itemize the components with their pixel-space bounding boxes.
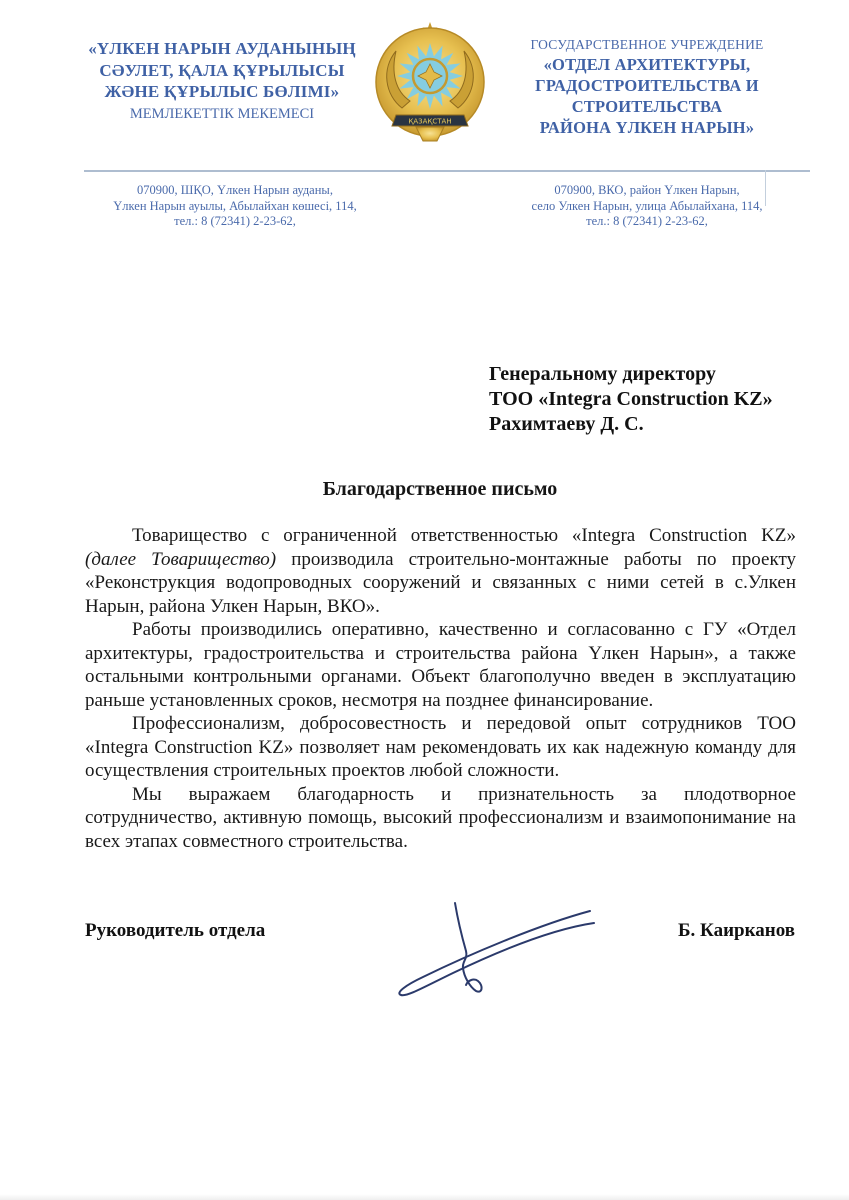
scan-edge-shadow — [0, 1194, 849, 1200]
org-russian-line-1: «ОТДЕЛ АРХИТЕКТУРЫ, — [543, 55, 751, 74]
recipient-name: Рахимтаеву Д. С. — [489, 413, 644, 435]
org-russian-line-2: ГРАДОСТРОИТЕЛЬСТВА И — [535, 76, 759, 95]
org-name-kazakh — [66, 38, 378, 124]
org-russian-line-3: СТРОИТЕЛЬСТВА — [571, 97, 723, 116]
org-kazakh-line-2: СӘУЛЕТ, ҚАЛА ҚҰРЫЛЫСЫ — [99, 60, 345, 80]
address-kazakh-line-3: тел.: 8 (72341) 2-23-62, — [174, 214, 296, 228]
org-kazakh-line-1: «ҮЛКЕН НАРЫН АУДАНЫНЫҢ — [88, 39, 356, 58]
org-name-russian — [496, 36, 798, 138]
handwritten-signature — [378, 893, 600, 1008]
paragraph-1-rest: производила строительно-монтажные работы по проекту «Реконструкция водопроводных сооружений и связанных с ними сетей в с.Улкен Нарын, района Улкен Нарын, ВКО». — [85, 548, 796, 617]
address-russian-line-3: тел.: 8 (72341) 2-23-62, — [586, 214, 708, 228]
address-russian-line-2: село Улкен Нарын, улица Абылайхана, 114, — [531, 198, 763, 213]
address-kazakh — [95, 183, 375, 230]
address-russian-line-1: 070900, ВКО, район Үлкен Нарын, — [554, 183, 740, 197]
emblem-banner-text: ҚАЗАҚСТАН — [408, 117, 452, 126]
org-kazakh-subtitle: МЕМЛЕКЕТТІК МЕКЕМЕСІ — [129, 105, 315, 122]
kazakhstan-emblem-icon — [372, 20, 488, 152]
paragraph-1 — [85, 524, 796, 618]
org-russian-supertitle: ГОСУДАРСТВЕННОЕ УЧРЕЖДЕНИЕ — [530, 37, 764, 52]
header-divider — [84, 170, 810, 172]
org-russian-line-4: РАЙОНА ҮЛКЕН НАРЫН» — [539, 118, 755, 137]
signatory-name: Б. Каирканов — [678, 920, 795, 941]
address-kazakh-line-1: 070900, ШҚО, Үлкен Нарын ауданы, — [137, 183, 333, 197]
paragraph-2: Работы производились оперативно, качественно и согласованно с ГУ «Отдел архитектуры, градостроительства и строительства района Үлкен Нарын», а также остальными контрольными органами. Объект благополучно введен в эксплуатацию раньше установленных сроков, несмотря на позднее финансирование. — [85, 619, 796, 711]
paragraph-4: Мы выражаем благодарность и признательность за плодотворное сотрудничество, активную помощь, высокий профессионализм и взаимопонимание на всех этапах совместного строительства. — [85, 783, 796, 852]
org-kazakh-line-3: ЖӘНЕ ҚҰРЫЛЫС БӨЛІМІ» — [104, 82, 340, 101]
letter-body — [85, 524, 796, 853]
address-kazakh-line-2: Үлкен Нарын ауылы, Абылайхан көшесі, 114, — [113, 198, 357, 213]
address-russian — [512, 183, 782, 230]
signatory-position: Руководитель отдела — [85, 920, 266, 941]
recipient-block — [489, 362, 773, 437]
paragraph-1-lead: Товарищество с ограниченной ответственностью «Integra Construction KZ» — [132, 525, 796, 546]
recipient-position: Генеральному директору — [489, 363, 716, 385]
letter-title: Благодарственное письмо — [322, 478, 558, 500]
paragraph-1-italic: (далее Товарищество) — [85, 548, 277, 570]
paragraph-3: Профессионализм, добросовестность и передовой опыт сотрудников ТОО «Integra Construction KZ» позволяет нам рекомендовать их как надежную команду для осуществления строительных проектов любой сложности. — [85, 713, 796, 781]
recipient-company: ТОО «Integra Construction KZ» — [489, 388, 773, 410]
